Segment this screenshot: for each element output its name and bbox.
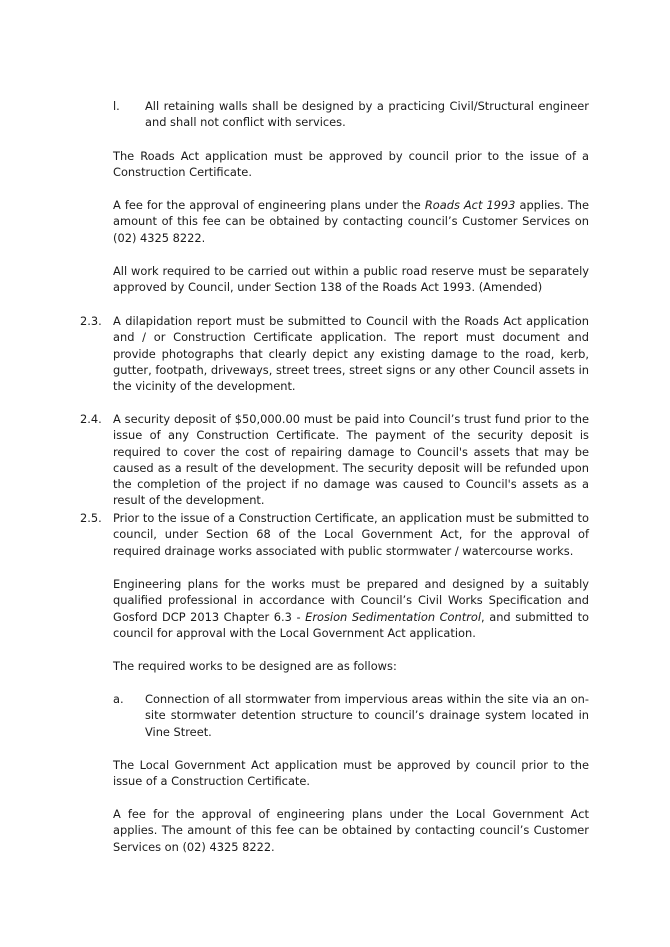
list-marker-l: l.: [113, 99, 120, 113]
section-number-2-5: 2.5.: [80, 511, 102, 525]
section-2-3-text: A dilapidation report must be submitted to Council with the Roads Act application and / or Construction Certificate application. The report must document and provide photographs that clearly depict any existing damage to the road, kerb, gutter, footpath, driveways, street trees, street signs or any other Council assets in the vicinity of the development.: [113, 314, 589, 394]
engineering-plans-text-end: , and submitted to council for approval with the Local Government Act application.: [113, 609, 590, 640]
list-item-l-text: All retaining walls shall be designed by a practicing Civil/Structural engineer and shall not conflict with services.: [145, 99, 589, 130]
roads-act-fee-text-start: A fee for the approval of engineering plans under the: [113, 198, 425, 212]
list-marker-a: a.: [113, 692, 124, 706]
chapter-title: Erosion Sedimentation Control: [305, 609, 482, 624]
roads-act-approval-paragraph: The Roads Act application must be approved by council prior to the issue of a Construction Certificate.: [113, 149, 589, 180]
roads-act-title: Roads Act 1993: [424, 198, 516, 212]
roads-act-fee-text-end: applies. The amount of this fee can be obtained by contacting council’s Customer Services on (02) 4325 8222.: [113, 198, 590, 245]
required-works-paragraph: The required works to be designed are as follows:: [113, 659, 397, 673]
lga-fee-paragraph: A fee for the approval of engineering plans under the Local Government Act applies. The amount of this fee can be obtained by contacting council’s Customer Services on (02) 4325 8222.: [113, 807, 589, 854]
lga-approval-paragraph: The Local Government Act application must be approved by council prior to the issue of a Construction Certificate.: [113, 758, 589, 789]
section-2-5-text: Prior to the issue of a Construction Certificate, an application must be submitted to council, under Section 68 of the Local Government Act, for the approval of required drainage works associated with public stormwater / watercourse works.: [113, 511, 589, 558]
section-number-2-4: 2.4.: [80, 412, 102, 426]
engineering-plans-text-start: Engineering plans for the works must be prepared and designed by a suitably qualified professional in accordance with Council’s Civil Works Specification and Gosford DCP 2013 Chapter 6.3 -: [113, 577, 589, 624]
engineering-plans-paragraph: [113, 576, 589, 641]
list-item-a-text: Connection of all stormwater from impervious areas within the site via an on-site stormwater detention structure to council’s drainage system located in Vine Street.: [145, 692, 589, 739]
road-reserve-paragraph: All work required to be carried out within a public road reserve must be separately approved by Council, under Section 138 of the Roads Act 1993. (Amended): [113, 264, 589, 295]
section-2-4-text: A security deposit of $50,000.00 must be paid into Council’s trust fund prior to the issue of any Construction Certificate. The payment of the security deposit is required to cover the cost of repairing damage to Council's assets that may be caused as a result of the development. The security deposit will be refunded upon the completion of the project if no damage was caused to Council's assets as a result of the development.: [113, 412, 589, 508]
section-number-2-3: 2.3.: [80, 314, 102, 328]
roads-act-fee-paragraph: [113, 197, 589, 246]
